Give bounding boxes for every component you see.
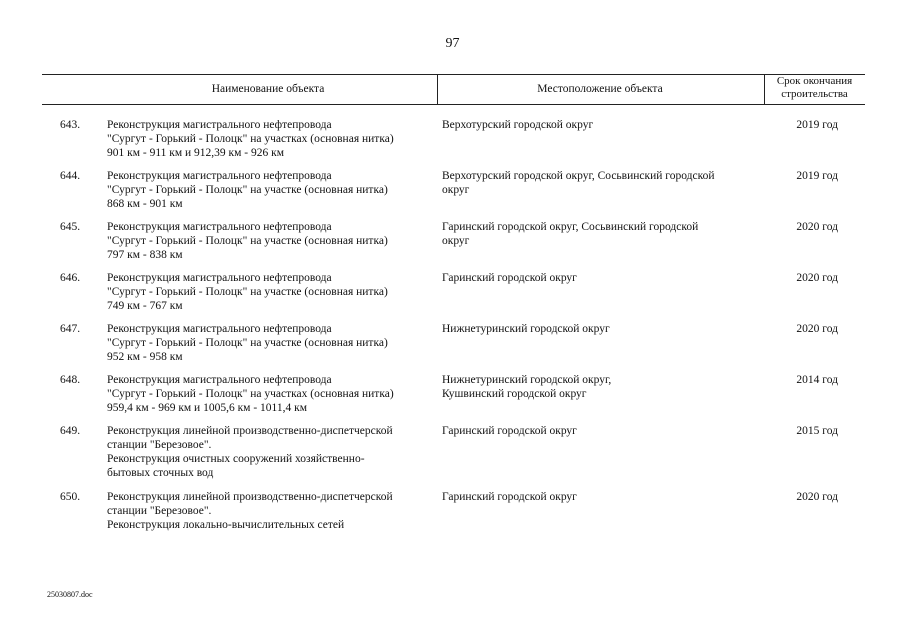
object-name-line: бытовых сточных вод xyxy=(107,467,214,479)
object-name-line: "Сургут - Горький - Полоцк" на участке (основная нитка) xyxy=(107,286,388,298)
object-name-line: Реконструкция линейной производственно-диспетчерской xyxy=(107,491,393,503)
object-location-line: Гаринский городской округ xyxy=(442,425,577,437)
object-name-line: "Сургут - Горький - Полоцк" на участке (основная нитка) xyxy=(107,235,388,247)
completion-year: 2019 год xyxy=(796,170,838,182)
object-name-line: Реконструкция магистрального нефтепровода xyxy=(107,272,332,284)
object-location xyxy=(442,424,762,438)
column-header-term xyxy=(764,75,865,101)
object-name-line: "Сургут - Горький - Полоцк" на участках (основная нитка) xyxy=(107,133,394,145)
object-name-line: "Сургут - Горький - Полоцк" на участке (основная нитка) xyxy=(107,337,388,349)
object-name-line: 868 км - 901 км xyxy=(107,198,183,210)
row-number: 647. xyxy=(60,323,81,335)
object-name-line: 797 км - 838 км xyxy=(107,249,183,261)
object-name-line: Реконструкция магистрального нефтепровода xyxy=(107,323,332,335)
object-name-line: станции "Березовое". xyxy=(107,505,212,517)
object-name-line: "Сургут - Горький - Полоцк" на участках (основная нитка) xyxy=(107,388,394,400)
object-location-line: Верхотурский городской округ xyxy=(442,119,594,131)
object-name-line: Реконструкция магистрального нефтепровода xyxy=(107,170,332,182)
object-name xyxy=(107,118,437,160)
object-location xyxy=(442,118,762,132)
object-location xyxy=(442,220,762,248)
object-location-line: Гаринский городской округ xyxy=(442,272,577,284)
column-header-term-line: Срок окончания xyxy=(776,75,853,87)
header-bottom-rule xyxy=(42,104,865,105)
object-location xyxy=(442,169,762,197)
object-location xyxy=(442,490,762,504)
object-name-line: 952 км - 958 км xyxy=(107,351,183,363)
column-header-name: Наименование объекта xyxy=(211,83,325,95)
object-name xyxy=(107,373,437,415)
object-name-line: Реконструкция магистрального нефтепровода xyxy=(107,119,332,131)
object-location-line: Нижнетуринский городской округ, xyxy=(442,374,612,386)
object-location-line: Кушвинский городской округ xyxy=(442,388,587,400)
row-number: 644. xyxy=(60,170,81,182)
object-name-line: 959,4 км - 969 км и 1005,6 км - 1011,4 км xyxy=(107,402,307,414)
column-header-location: Местоположение объекта xyxy=(537,83,663,95)
object-location-line: округ xyxy=(442,184,470,196)
object-location-line: округ xyxy=(442,235,470,247)
completion-year: 2020 год xyxy=(796,491,838,503)
row-number: 648. xyxy=(60,374,81,386)
object-location-line: Нижнетуринский городской округ xyxy=(442,323,610,335)
completion-year: 2020 год xyxy=(796,272,838,284)
object-location-line: Гаринский городской округ, Сосьвинский городской xyxy=(442,221,699,233)
object-name xyxy=(107,169,437,211)
object-location-line: Верхотурский городской округ, Сосьвинский городской xyxy=(442,170,715,182)
object-name xyxy=(107,322,437,364)
object-name-line: 901 км - 911 км и 912,39 км - 926 км xyxy=(107,147,284,159)
object-name-line: Реконструкция магистрального нефтепровода xyxy=(107,374,332,386)
row-number: 643. xyxy=(60,119,81,131)
footer-filename: 25030807.doc xyxy=(47,590,93,599)
completion-year: 2020 год xyxy=(796,221,838,233)
object-location xyxy=(442,271,762,285)
row-number: 650. xyxy=(60,491,81,503)
object-location xyxy=(442,322,762,336)
object-name-line: 749 км - 767 км xyxy=(107,300,183,312)
completion-year: 2015 год xyxy=(796,425,838,437)
object-name-line: Реконструкция линейной производственно-диспетчерской xyxy=(107,425,393,437)
object-name-line: Реконструкция очистных сооружений хозяйственно- xyxy=(107,453,365,465)
page-number: 97 xyxy=(445,36,460,51)
object-name-line: станции "Березовое". xyxy=(107,439,212,451)
completion-year: 2019 год xyxy=(796,119,838,131)
object-name-line: "Сургут - Горький - Полоцк" на участке (основная нитка) xyxy=(107,184,388,196)
object-name xyxy=(107,424,437,480)
column-header-term-line: строительства xyxy=(781,88,848,100)
row-number: 649. xyxy=(60,425,81,437)
object-location-line: Гаринский городской округ xyxy=(442,491,577,503)
header-top-rule xyxy=(42,74,865,75)
object-location xyxy=(442,373,762,401)
object-name xyxy=(107,220,437,262)
object-name-line: Реконструкция магистрального нефтепровода xyxy=(107,221,332,233)
object-name xyxy=(107,271,437,313)
row-number: 646. xyxy=(60,272,81,284)
completion-year: 2020 год xyxy=(796,323,838,335)
object-name-line: Реконструкция локально-вычислительных сетей xyxy=(107,519,345,531)
completion-year: 2014 год xyxy=(796,374,838,386)
object-name xyxy=(107,490,437,532)
row-number: 645. xyxy=(60,221,81,233)
